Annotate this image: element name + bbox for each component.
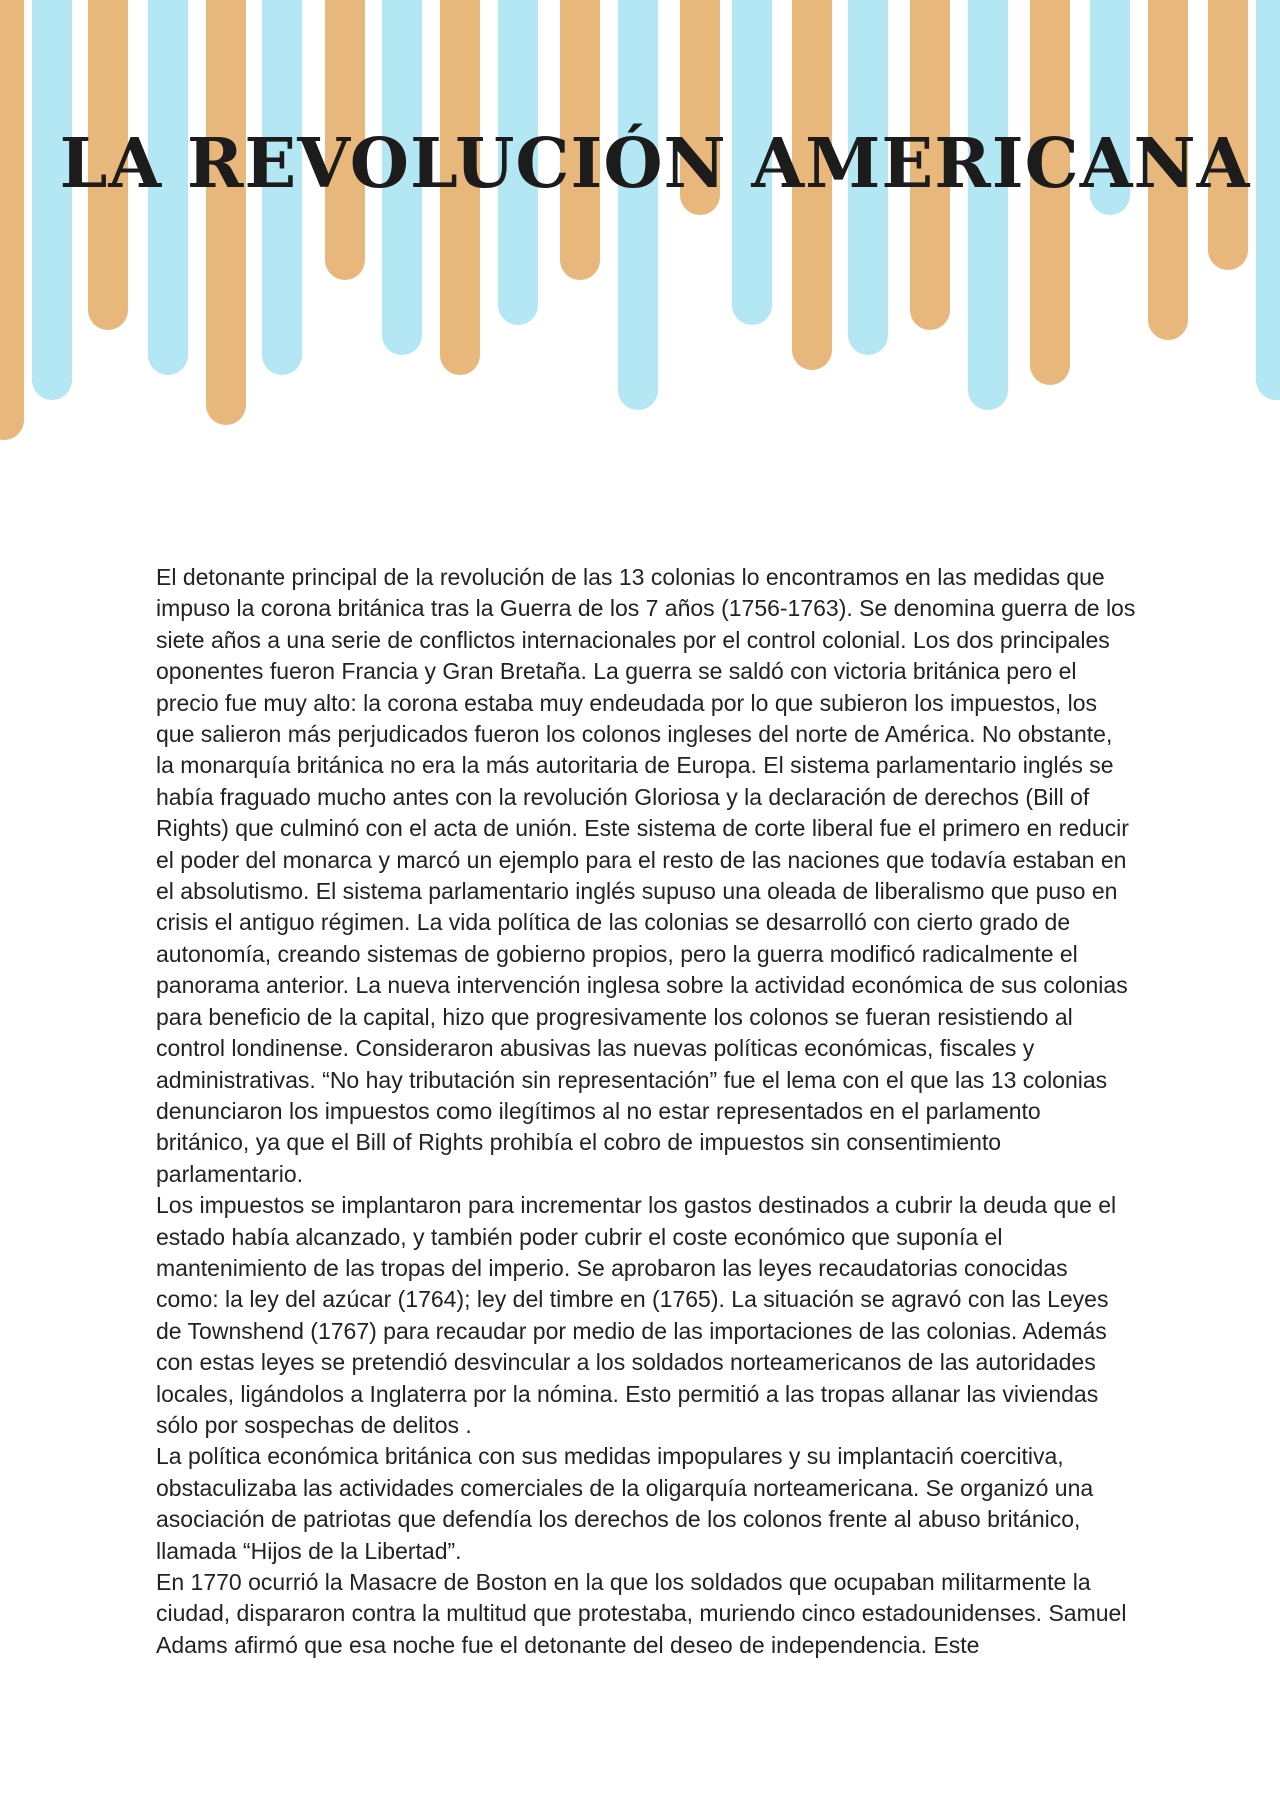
page-title: LA REVOLUCIÓN AMERICANA (59, 124, 1251, 204)
decorative-stripe-banner (0, 0, 1280, 460)
paragraph: El detonante principal de la revolución de las 13 colonias lo encontramos en las medidas que impuso la corona británica tras la Guerra de los 7 años (1756-1763). Se denomina guerra de los siete años a una serie de conflictos internacionales por el control colonial. Los dos principales oponentes fueron Francia y Gran Bretaña. La guerra se saldó con victoria británica pero el precio fue muy alto: la corona estaba muy endeudada por lo que subieron los impuestos, los que salieron más perjudicados fueron los colonos ingleses del norte de América. No obstante, la monarquía británica no era la más autoritaria de Europa. El sistema parlamentario inglés se había fraguado mucho antes con la revolución Gloriosa y la declaración de derechos (Bill of Rights) que culminó con el acta de unión. Este sistema de corte liberal fue el primero en reducir el poder del monarca y marcó un ejemplo para el resto de las naciones que todavía estaban en el absolutismo. El sistema parlamentario inglés supuso una oleada de liberalismo que puso en crisis el antiguo régimen. La vida política de las colonias se desarrolló con cierto grado de autonomía, creando sistemas de gobierno propios, pero la guerra modificó radicalmente el panorama anterior. La nueva intervención inglesa sobre la actividad económica de sus colonias para beneficio de la capital, hizo que progresivamente los colonos se fueran resistiendo al control londinense. Consideraron abusivas las nuevas políticas económicas, fiscales y administrativas. “No hay tributación sin representación” fue el lema con el que las 13 colonias denunciaron los impuestos como ilegítimos al no estar representados en el parlamento británico, ya que el Bill of Rights prohibía el cobro de impuestos sin consentimiento parlamentario. (156, 564, 1136, 1187)
paragraph: En 1770 ocurrió la Masacre de Boston en la que los soldados que ocupaban militarmente la ciudad, dispararon contra la multitud que protestaba, muriendo cinco estadounidenses. Samuel Adams afirmó que esa noche fue el detonante del deseo de independencia. Este (156, 1569, 1127, 1658)
orange-stripe (0, 0, 24, 440)
paragraph: Los impuestos se implantaron para incrementar los gastos destinados a cubrir la deuda que el estado había alcanzado, y también poder cubrir el coste económico que suponía el mantenimiento de las tropas del imperio. Se aprobaron las leyes recaudatorias conocidas como: la ley del azúcar (1764); ley del timbre en (1765). La situación se agravó con las Leyes de Townshend (1767) para recaudar por medio de las importaciones de las colonias. Además con estas leyes se pretendió desvincular a los soldados norteamericanos de las autoridades locales, ligándolos a Inglaterra por la nómina. Esto permitió a las tropas allanar las viviendas sólo por sospechas de delitos . (156, 1192, 1117, 1438)
paragraph: La política económica británica con sus medidas impopulares y su implantaciń coercitiva, obstaculizaba las actividades comerciales de la oligarquía norteamericana. Se organizó una asociación de patriotas que defendía los derechos de los colonos frente al abuso británico, llamada “Hijos de la Libertad”. (156, 1443, 1094, 1564)
orange-stripe (206, 0, 246, 425)
article-body (156, 562, 1136, 1661)
stripe-pattern (0, 0, 1280, 460)
